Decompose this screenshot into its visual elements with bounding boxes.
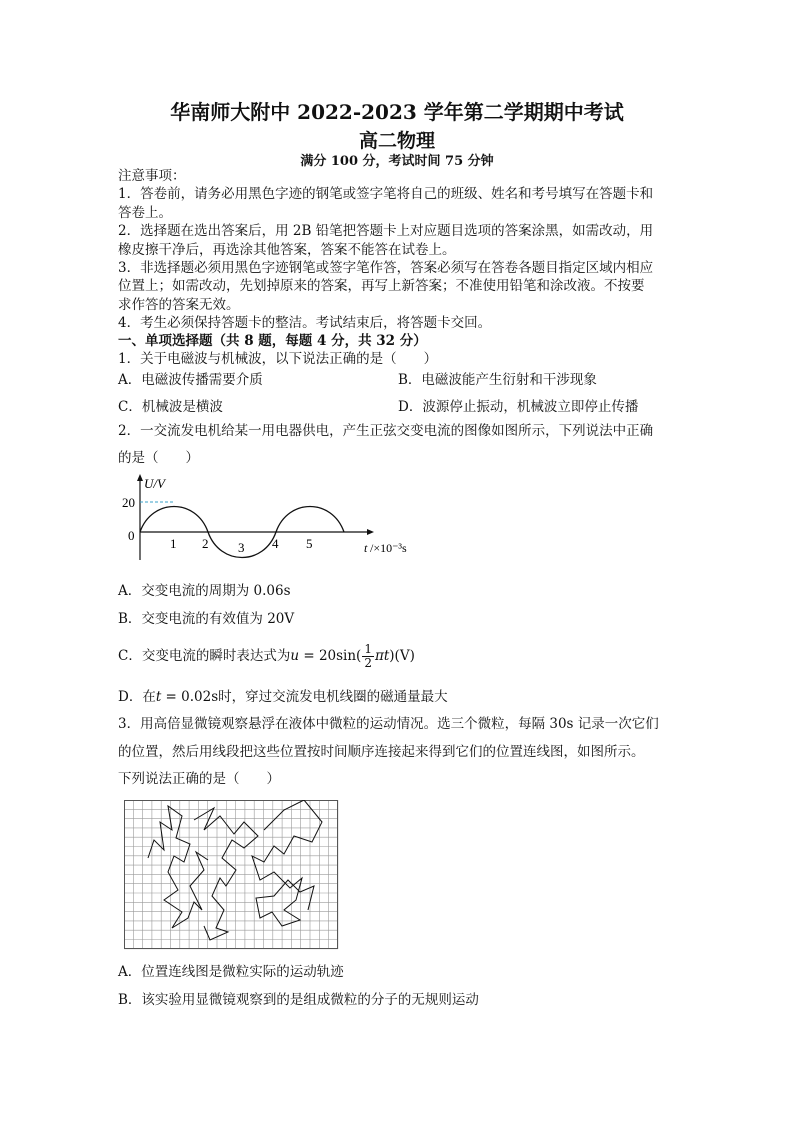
q2-c-post: )(V) xyxy=(389,648,415,664)
x-tick-5: 5 xyxy=(306,536,313,551)
q2-c-denominator: 2 xyxy=(364,656,372,670)
q3-stem-line2: 的位置，然后用线段把这些位置按时间顺序连接起来得到它们的位置连线图，如图所示。 xyxy=(118,744,645,760)
particle-path-3 xyxy=(252,800,322,926)
exam-info: 满分 100 分，考试时间 75 分钟 xyxy=(300,154,494,169)
note-1b: 答卷上。 xyxy=(118,205,172,221)
exam-title: 华南师大附中 2022-2023 学年第二学期期中考试 xyxy=(170,100,624,124)
q2-c-numerator: 1 xyxy=(364,642,372,656)
x-tick-2: 2 xyxy=(202,536,209,551)
note-1a: 1．答卷前，请务必用黑色字迹的钢笔或签字笔将自己的班级、姓名和考号填写在答题卡和 xyxy=(118,186,654,202)
x-tick-4: 4 xyxy=(272,536,279,551)
note-2b: 橡皮擦干净后，再选涂其他答案，答案不能答在试卷上。 xyxy=(118,242,456,258)
brownian-motion-figure xyxy=(124,800,340,950)
x-tick-3: 3 xyxy=(238,540,245,555)
y-axis-label: U/V xyxy=(144,476,165,491)
q3-option-b: B．该实验用显微镜观察到的是组成微粒的分子的无规则运动 xyxy=(118,992,479,1008)
q3-stem-line1: 3．用高倍显微镜观察悬浮在液体中微粒的运动情况。选三个微粒，每隔 30s 记录一次它们 xyxy=(118,716,659,732)
x-axis-label-t: t xyxy=(364,541,368,555)
q1-option-a: A．电磁波传播需要介质 xyxy=(118,372,263,388)
q3-option-a: A．位置连线图是微粒实际的运动轨迹 xyxy=(118,964,344,980)
exam-subject: 高二物理 xyxy=(358,130,435,152)
q2-option-a: A．交变电流的周期为 0.06s xyxy=(118,583,291,599)
q2-c-eq: = 20sin( xyxy=(299,648,362,664)
q2-d-val: = 0.02s xyxy=(161,689,219,705)
q2-c-pit: πt xyxy=(374,648,390,664)
note-2a: 2．选择题在选出答案后，用 2B 铅笔把答题卡上对应题目选项的答案涂黑，如需改动，用 xyxy=(118,223,654,239)
note-4: 4．考生必须保持答题卡的整洁。考试结束后，将答题卡交回。 xyxy=(118,315,492,331)
q3-stem-line3: 下列说法正确的是（ ） xyxy=(118,771,280,787)
q2-option-b: B．交变电流的有效值为 20V xyxy=(118,611,295,627)
q1-option-d: D．波源停止振动，机械波立即停止传播 xyxy=(398,399,639,415)
q2-c-fraction xyxy=(362,643,374,670)
x-axis-label-unit: /×10⁻³s xyxy=(370,541,407,555)
grid-lines xyxy=(124,800,338,949)
q2-c-u: u xyxy=(290,648,300,664)
q2-option-c xyxy=(118,640,415,672)
x-axis-arrow xyxy=(367,529,374,535)
q2-c-prefix: C．交变电流的瞬时表达式为 xyxy=(118,648,291,664)
q1-option-c: C．机械波是横波 xyxy=(118,399,223,415)
y-axis-arrow xyxy=(137,474,143,481)
q2-stem-line2: 的是（ ） xyxy=(118,450,199,466)
y-tick-20: 20 xyxy=(122,495,135,510)
section-heading: 一、单项选择题（共 8 题，每题 4 分，共 32 分） xyxy=(118,333,427,349)
notes-heading: 注意事项： xyxy=(118,168,186,184)
q2-stem-line1: 2．一交流发电机给某一用电器供电，产生正弦交变电流的图像如图所示，下列说法中正确 xyxy=(118,423,654,439)
q1-stem: 1．关于电磁波与机械波，以下说法正确的是（ ） xyxy=(118,351,438,367)
x-tick-1: 1 xyxy=(170,536,177,551)
note-3a: 3．非选择题必须用黑色字迹钢笔或签字笔作答，答案必须写在答卷各题目指定区域内相应 xyxy=(118,260,654,276)
q2-d-post: 时，穿过交流发电机线圈的磁通量最大 xyxy=(218,689,448,705)
origin-label: 0 xyxy=(128,528,135,543)
note-3b: 位置上；如需改动，先划掉原来的答案，再写上新答案；不准使用铅笔和涂改液。不按要 xyxy=(118,278,645,294)
sine-wave-graph xyxy=(118,472,428,562)
q1-option-b: B．电磁波能产生衍射和干涉现象 xyxy=(398,372,597,388)
q2-option-d xyxy=(118,688,448,707)
particle-path-1 xyxy=(148,806,208,928)
note-3c: 求作答的答案无效。 xyxy=(118,297,240,313)
q2-d-prefix: D．在 xyxy=(118,689,156,705)
q2-d-t: t xyxy=(155,689,162,705)
